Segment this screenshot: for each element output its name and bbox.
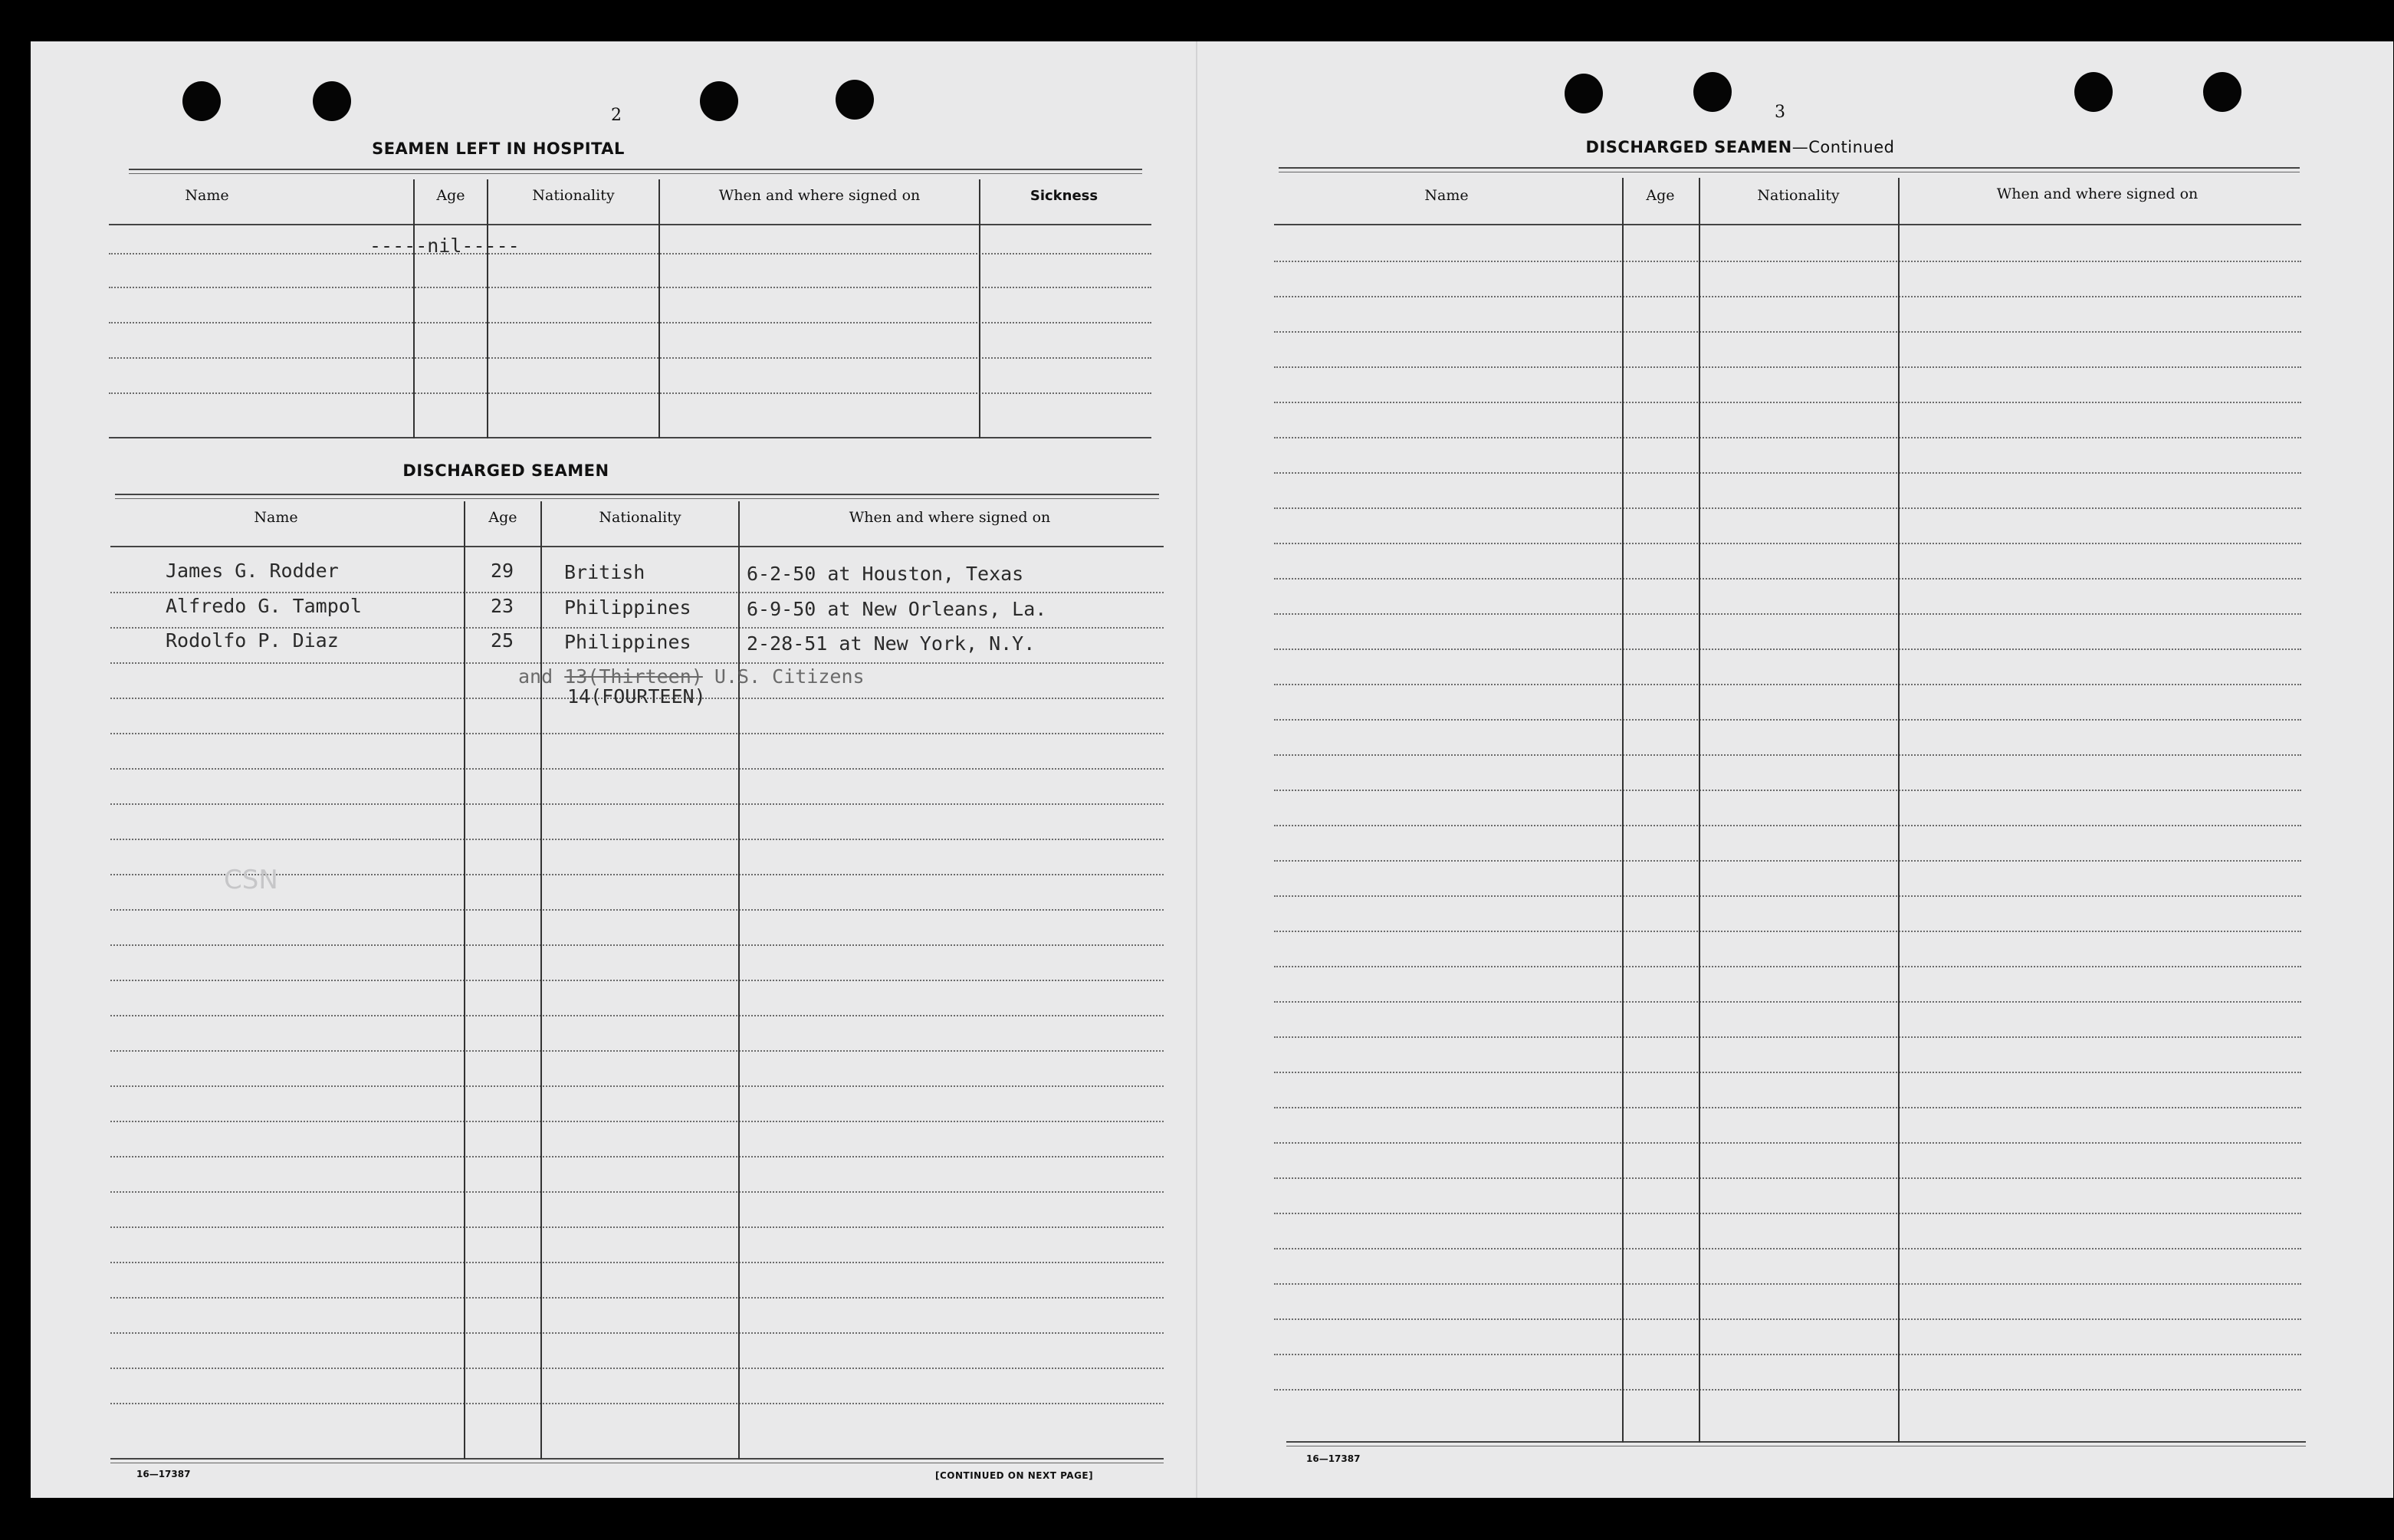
row-rule	[1274, 402, 2301, 403]
header-rule	[109, 224, 1151, 225]
table-bottom-rule	[110, 1458, 1164, 1460]
seaman-name: Rodolfo P. Diaz	[166, 629, 339, 652]
column-divider	[540, 501, 542, 1460]
row-rule	[109, 322, 1151, 323]
column-header-name: Name	[1424, 187, 1469, 204]
column-header-signed-on: When and where signed on	[1996, 186, 2199, 202]
column-header-nationality: Nationality	[599, 509, 681, 526]
column-divider	[1898, 178, 1900, 1443]
row-rule	[1274, 1177, 2301, 1179]
row-rule	[110, 627, 1164, 629]
row-rule	[1274, 966, 2301, 967]
row-rule	[109, 392, 1151, 394]
row-rule	[110, 1050, 1164, 1052]
row-rule	[110, 1226, 1164, 1228]
seaman-age: 29	[491, 560, 514, 582]
seaman-signed-on: 6-9-50 at New Orleans, La.	[747, 598, 1047, 620]
section-rule	[1279, 167, 2300, 169]
seaman-nationality: British	[564, 561, 645, 583]
row-rule	[110, 839, 1164, 840]
row-rule	[110, 1403, 1164, 1404]
seaman-name: James G. Rodder	[166, 560, 339, 582]
column-divider	[1622, 178, 1624, 1443]
row-rule	[1274, 895, 2301, 897]
row-rule	[110, 1121, 1164, 1122]
row-rule	[110, 1085, 1164, 1087]
seaman-age: 25	[491, 629, 514, 652]
table-bottom-rule	[1286, 1441, 2306, 1443]
column-divider	[487, 179, 488, 438]
note-suffix: U.S. Citizens	[714, 665, 865, 688]
row-rule	[110, 803, 1164, 805]
row-rule	[110, 733, 1164, 734]
row-rule	[1274, 366, 2301, 368]
seaman-name: Alfredo G. Tampol	[166, 595, 362, 617]
column-header-sickness: Sickness	[1030, 188, 1098, 204]
row-rule	[1274, 1001, 2301, 1003]
row-rule	[1274, 1107, 2301, 1108]
section-rule	[115, 494, 1159, 495]
row-rule	[1274, 472, 2301, 474]
column-header-age: Age	[1646, 187, 1675, 204]
continued-note: [CONTINUED ON NEXT PAGE]	[935, 1470, 1094, 1481]
title-main: DISCHARGED SEAMEN	[1585, 138, 1792, 156]
row-rule	[1274, 1283, 2301, 1285]
row-rule	[1274, 1389, 2301, 1391]
column-header-signed-on: When and where signed on	[718, 187, 921, 204]
discharged-section-title: DISCHARGED SEAMEN	[402, 461, 609, 480]
row-rule	[110, 1015, 1164, 1016]
row-rule	[1274, 684, 2301, 685]
row-rule	[1274, 754, 2301, 756]
row-rule	[1274, 1318, 2301, 1320]
row-rule	[110, 592, 1164, 593]
column-divider	[1699, 178, 1700, 1443]
count-correction: 14(FOURTEEN)	[567, 685, 706, 708]
row-rule	[110, 944, 1164, 946]
column-header-nationality: Nationality	[1757, 187, 1840, 204]
page-number: 3	[1775, 103, 1785, 122]
row-rule	[1274, 507, 2301, 509]
title-continued: —Continued	[1791, 138, 1895, 156]
table-bottom-rule	[109, 437, 1151, 438]
seaman-signed-on: 6-2-50 at Houston, Texas	[747, 563, 1024, 585]
row-rule	[110, 1262, 1164, 1263]
column-divider	[413, 179, 415, 438]
row-rule	[109, 253, 1151, 254]
row-rule	[1274, 931, 2301, 932]
header-rule	[110, 546, 1164, 547]
row-rule	[110, 1297, 1164, 1299]
column-divider	[658, 179, 660, 438]
seaman-nationality: Philippines	[564, 596, 691, 619]
row-rule	[1274, 649, 2301, 650]
row-rule	[110, 980, 1164, 981]
seaman-age: 23	[491, 595, 514, 617]
struck-count: 13	[564, 665, 588, 688]
row-rule	[110, 662, 1164, 664]
column-divider	[464, 501, 465, 1460]
column-header-age: Age	[436, 187, 465, 204]
row-rule	[110, 909, 1164, 911]
row-rule	[109, 287, 1151, 288]
section-rule	[129, 169, 1142, 170]
row-rule	[110, 1368, 1164, 1369]
form-number: 16—17387	[136, 1469, 191, 1479]
header-rule	[1274, 224, 2301, 225]
column-divider	[979, 179, 980, 438]
column-header-nationality: Nationality	[532, 187, 615, 204]
row-rule	[1274, 296, 2301, 297]
row-rule	[110, 1191, 1164, 1193]
row-rule	[1274, 578, 2301, 580]
row-rule	[1274, 1213, 2301, 1214]
section-rule	[129, 173, 1142, 174]
hospital-section-title: SEAMEN LEFT IN HOSPITAL	[372, 140, 625, 158]
row-rule	[1274, 1354, 2301, 1355]
column-header-name: Name	[185, 187, 229, 204]
row-rule	[1274, 1142, 2301, 1144]
discharged-continued-title	[1548, 138, 1932, 156]
row-rule	[1274, 543, 2301, 544]
section-rule	[115, 498, 1159, 499]
note-prefix: and	[518, 665, 553, 688]
left-page	[31, 41, 1196, 1498]
row-rule	[109, 357, 1151, 359]
row-rule	[1274, 825, 2301, 826]
row-rule	[110, 768, 1164, 770]
row-rule	[110, 1156, 1164, 1157]
row-rule	[110, 1332, 1164, 1334]
row-rule	[1274, 860, 2301, 862]
faint-stamp: CSN	[224, 865, 278, 895]
page-number: 2	[611, 106, 622, 125]
row-rule	[1274, 261, 2301, 262]
row-rule	[1274, 1072, 2301, 1073]
column-header-age: Age	[488, 509, 517, 526]
column-header-name: Name	[254, 509, 298, 526]
row-rule	[1274, 437, 2301, 438]
seaman-nationality: Philippines	[564, 631, 691, 653]
row-rule	[1274, 1036, 2301, 1038]
column-divider	[738, 501, 740, 1460]
struck-count-word: (Thirteen)	[587, 665, 703, 688]
seaman-signed-on: 2-28-51 at New York, N.Y.	[747, 632, 1036, 655]
form-number: 16—17387	[1306, 1453, 1361, 1464]
column-header-signed-on: When and where signed on	[849, 509, 1051, 526]
row-rule	[1274, 331, 2301, 333]
row-rule	[1274, 719, 2301, 721]
citizens-note	[518, 665, 865, 688]
row-rule	[1274, 613, 2301, 615]
right-page	[1196, 41, 2393, 1498]
row-rule	[1274, 790, 2301, 791]
row-rule	[1274, 1248, 2301, 1249]
nil-entry: -----nil-----	[369, 235, 520, 257]
